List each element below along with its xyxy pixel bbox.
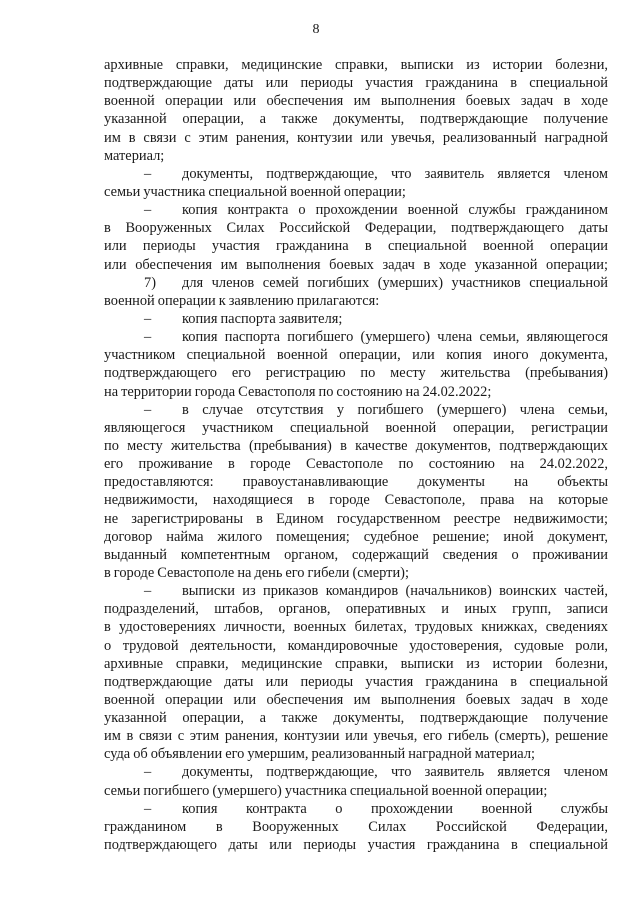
text-line: подтверждающего даты или периоды участия гражданина в специальной	[104, 837, 608, 854]
text-line: суда об объявлении его умершим, реализованный наградной материал;	[104, 746, 535, 763]
text-line	[104, 274, 608, 292]
list-marker: –	[144, 800, 152, 817]
text-line: являющегося участником специальной военной операции, регистрации	[104, 419, 608, 436]
page-number: 8	[312, 22, 320, 37]
list-marker: 7)	[144, 274, 156, 291]
text-line	[104, 328, 608, 346]
text-line: договор найма жилого помещения; судебное решение; иной документ,	[104, 528, 608, 545]
text-line: или периоды участия гражданина в специальной военной операции	[104, 238, 608, 255]
text-line: подразделений, штабов, органов, оперативных и иных групп, записи	[104, 601, 608, 618]
text-line	[104, 310, 608, 328]
text-line: о трудовой деятельности, командировочные удостоверения, судовые роли,	[104, 637, 608, 654]
list-marker: –	[144, 202, 152, 219]
text-line	[104, 582, 608, 600]
text-line: подтверждающие даты или периоды участия гражданина в специальной	[104, 673, 608, 690]
line-text: выписки из приказов командиров (начальников) воинских частей,	[182, 583, 608, 600]
text-line: им в связи с этим ранения, контузии или увечья, реализованный наградной	[104, 129, 608, 146]
text-line: в Вооруженных Силах Российской Федерации, подтверждающего даты	[104, 220, 608, 237]
text-line: или обеспечения им выполнения боевых задач в ходе указанной операции;	[104, 256, 608, 273]
line-text: для членов семей погибших (умерших) участников специальной	[182, 274, 608, 291]
text-line: семьи участника специальной военной операции;	[104, 183, 406, 200]
list-marker: –	[144, 165, 152, 182]
text-line: военной операции или обеспечения им выполнения боевых задач в ходе	[104, 93, 608, 110]
text-line	[104, 201, 608, 219]
text-line: выданный компетентным органом, содержащий сведения о проживании	[104, 546, 608, 563]
text-line: подтверждающие даты или периоды участия гражданина в специальной	[104, 75, 608, 92]
text-line: не зарегистрированы в Едином государственном реестре недвижимости;	[104, 510, 608, 527]
text-line	[104, 763, 608, 781]
text-line: указанной операции, а также документы, подтверждающие получение	[104, 710, 608, 727]
text-line: им в связи с этим ранения, контузии или увечья, его гибель (смерть), решение	[104, 728, 608, 745]
text-line	[104, 165, 608, 183]
text-line: указанной операции, а также документы, подтверждающие получение	[104, 111, 608, 128]
text-line: в удостоверениях личности, военных билетах, трудовых книжках, сведениях	[104, 619, 608, 636]
line-text: копия паспорта заявителя;	[182, 310, 343, 327]
line-text: документы, подтверждающие, что заявитель является членом	[182, 764, 608, 781]
text-line: архивные справки, медицинские справки, выписки из истории болезни,	[104, 57, 608, 73]
text-line: архивные справки, медицинские справки, выписки из истории болезни,	[104, 655, 608, 672]
text-line: материал;	[104, 147, 165, 164]
text-line: недвижимости, находящиеся в городе Севастополе, права на которые	[104, 492, 608, 509]
line-text: копия контракта о прохождении военной службы	[182, 800, 608, 817]
line-text: копия контракта о прохождении военной службы гражданином	[182, 202, 608, 219]
text-line: военной операции к заявлению прилагаются:	[104, 292, 380, 309]
list-marker: –	[144, 764, 152, 781]
document-body	[104, 56, 608, 854]
text-line: военной операции или обеспечения им выполнения боевых задач в ходе	[104, 691, 608, 708]
text-line: участником специальной военной операции, или копия иного документа,	[104, 347, 608, 364]
text-line: предоставляются: правоустанавливающие документы на объекты	[104, 474, 608, 491]
list-marker: –	[144, 583, 152, 600]
text-line: гражданином в Вооруженных Силах Российской Федерации,	[104, 818, 608, 835]
text-line	[104, 401, 608, 419]
line-text: копия паспорта погибшего (умершего) члена семьи, являющегося	[182, 329, 608, 346]
text-line: семьи погибшего (умершего) участника специальной военной операции;	[104, 782, 548, 799]
text-line	[104, 800, 608, 818]
list-marker: –	[144, 329, 152, 346]
text-line: по месту жительства (пребывания) в качестве документов, подтверждающих	[104, 437, 608, 454]
line-text: документы, подтверждающие, что заявитель является членом	[182, 165, 608, 182]
list-marker: –	[144, 401, 152, 418]
text-line: его проживание в городе Севастополе по состоянию на 24.02.2022,	[104, 456, 608, 473]
line-text: в случае отсутствия у погибшего (умершего) члена семьи,	[182, 401, 608, 418]
list-marker: –	[144, 310, 152, 327]
text-line: в городе Севастополе на день его гибели (смерти);	[104, 564, 409, 581]
text-line: на территории города Севастополя по состоянию на 24.02.2022;	[104, 383, 492, 400]
text-line: подтверждающего его регистрацию по месту жительства (пребывания)	[104, 365, 608, 382]
